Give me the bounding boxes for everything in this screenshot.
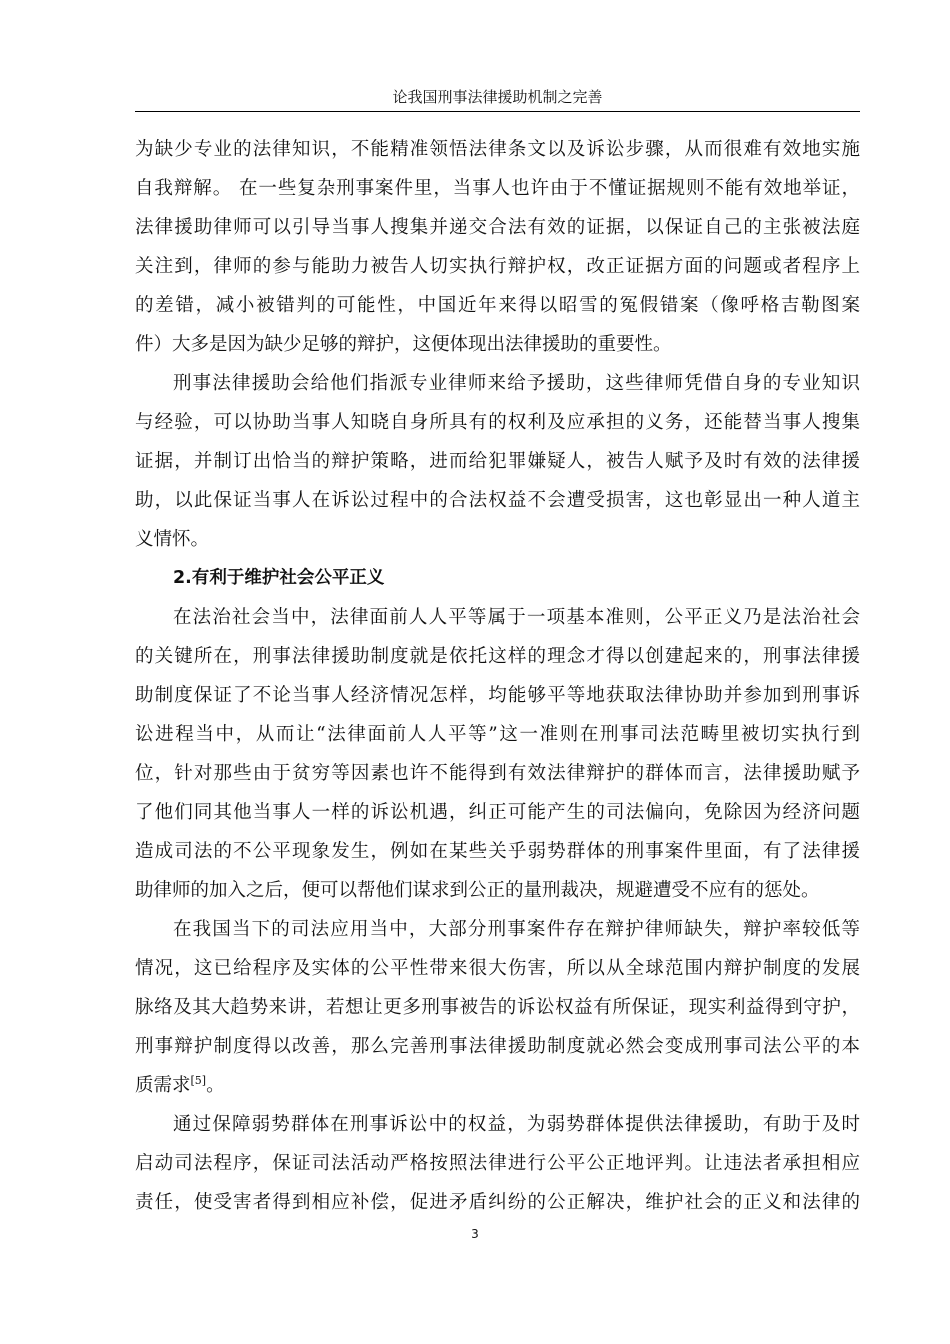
- page-number: 3: [471, 1227, 479, 1241]
- text-line: 了他们同其他当事人一样的诉讼机遇，纠正可能产生的司法偏向，免除因为经济问题: [135, 802, 860, 823]
- text-line: 证据，并制订出恰当的辩护策略，进而给犯罪嫌疑人，被告人赋予及时有效的法律援: [135, 451, 860, 472]
- text-line: 的差错，减小被错判的可能性，中国近年来得以昭雪的冤假错案（像呼格吉勒图案: [135, 295, 860, 316]
- paragraph-1: [135, 130, 860, 364]
- text-line: 在我国当下的司法应用当中，大部分刑事案件存在辩护律师缺失，辩护率较低等: [173, 919, 860, 940]
- text-line: 通过保障弱势群体在刑事诉讼中的权益，为弱势群体提供法律援助，有助于及时: [173, 1114, 860, 1135]
- text-fragment: 质需求: [135, 1075, 191, 1096]
- text-line: 与经验，可以协助当事人知晓自身所具有的权利及应承担的义务，还能替当事人搜集: [135, 412, 860, 433]
- section-heading: 2.有利于维护社会公平正义: [173, 568, 385, 588]
- text-fragment: 。: [206, 1075, 225, 1096]
- text-line: [135, 1066, 860, 1105]
- running-header-title: 论我国刑事法律援助机制之完善: [392, 88, 603, 106]
- text-line: 法律援助律师可以引导当事人搜集并递交合法有效的证据，以保证自己的主张被法庭: [135, 217, 860, 238]
- text-line: 件）大多是因为缺少足够的辩护，这便体现出法律援助的重要性。: [135, 334, 672, 355]
- text-line: 脉络及其大趋势来讲，若想让更多刑事被告的诉讼权益有所保证，现实利益得到守护，: [135, 997, 860, 1018]
- text-line: 启动司法程序，保证司法活动严格按照法律进行公平公正地评判。让违法者承担相应: [135, 1153, 860, 1174]
- text-line: 讼进程当中，从而让“法律面前人人平等”这一准则在刑事司法范畴里被切实执行到: [135, 724, 860, 745]
- body-text: [135, 130, 860, 1222]
- paragraph-5: [135, 1105, 860, 1222]
- text-line: 为缺少专业的法律知识，不能精准领悟法律条文以及诉讼步骤，从而很难有效地实施: [135, 139, 860, 160]
- text-line: 助律师的加入之后，便可以帮他们谋求到公正的量刑裁决，规避遭受不应有的惩处。: [135, 880, 820, 901]
- text-line: 自我辩解。 在一些复杂刑事案件里，当事人也许由于不懂证据规则不能有效地举证，: [135, 178, 860, 199]
- text-line: 造成司法的不公平现象发生，例如在某些关乎弱势群体的刑事案件里面，有了法律援: [135, 841, 860, 862]
- text-line: 刑事辩护制度得以改善，那么完善刑事法律援助制度就必然会变成刑事司法公平的本: [135, 1036, 860, 1057]
- text-line: 在法治社会当中，法律面前人人平等属于一项基本准则，公平正义乃是法治社会: [173, 607, 860, 628]
- header-rule: [135, 111, 860, 112]
- text-line: 助，以此保证当事人在诉讼过程中的合法权益不会遭受损害，这也彰显出一种人道主: [135, 490, 860, 511]
- paragraph-4: [135, 910, 860, 1105]
- text-line: 助制度保证了不论当事人经济情况怎样，均能够平等地获取法律协助并参加到刑事诉: [135, 685, 860, 706]
- text-line: 义情怀。: [135, 529, 210, 550]
- text-line: 位，针对那些由于贫穷等因素也许不能得到有效法律辩护的群体而言，法律援助赋予: [135, 763, 860, 784]
- text-line: 关注到，律师的参与能助力被告人切实执行辩护权，改正证据方面的问题或者程序上: [135, 256, 860, 277]
- text-line: 责任，使受害者得到相应补偿，促进矛盾纠纷的公正解决，维护社会的正义和法律的: [135, 1192, 860, 1213]
- text-line: 刑事法律援助会给他们指派专业律师来给予援助，这些律师凭借自身的专业知识: [173, 373, 860, 394]
- paragraph-2: [135, 364, 860, 559]
- citation-reference[interactable]: [5]: [190, 1074, 207, 1087]
- text-line: 的关键所在，刑事法律援助制度就是依托这样的理念才得以创建起来的，刑事法律援: [135, 646, 860, 667]
- paragraph-3: [135, 598, 860, 910]
- text-line: 情况，这已给程序及实体的公平性带来很大伤害，所以从全球范围内辩护制度的发展: [135, 958, 860, 979]
